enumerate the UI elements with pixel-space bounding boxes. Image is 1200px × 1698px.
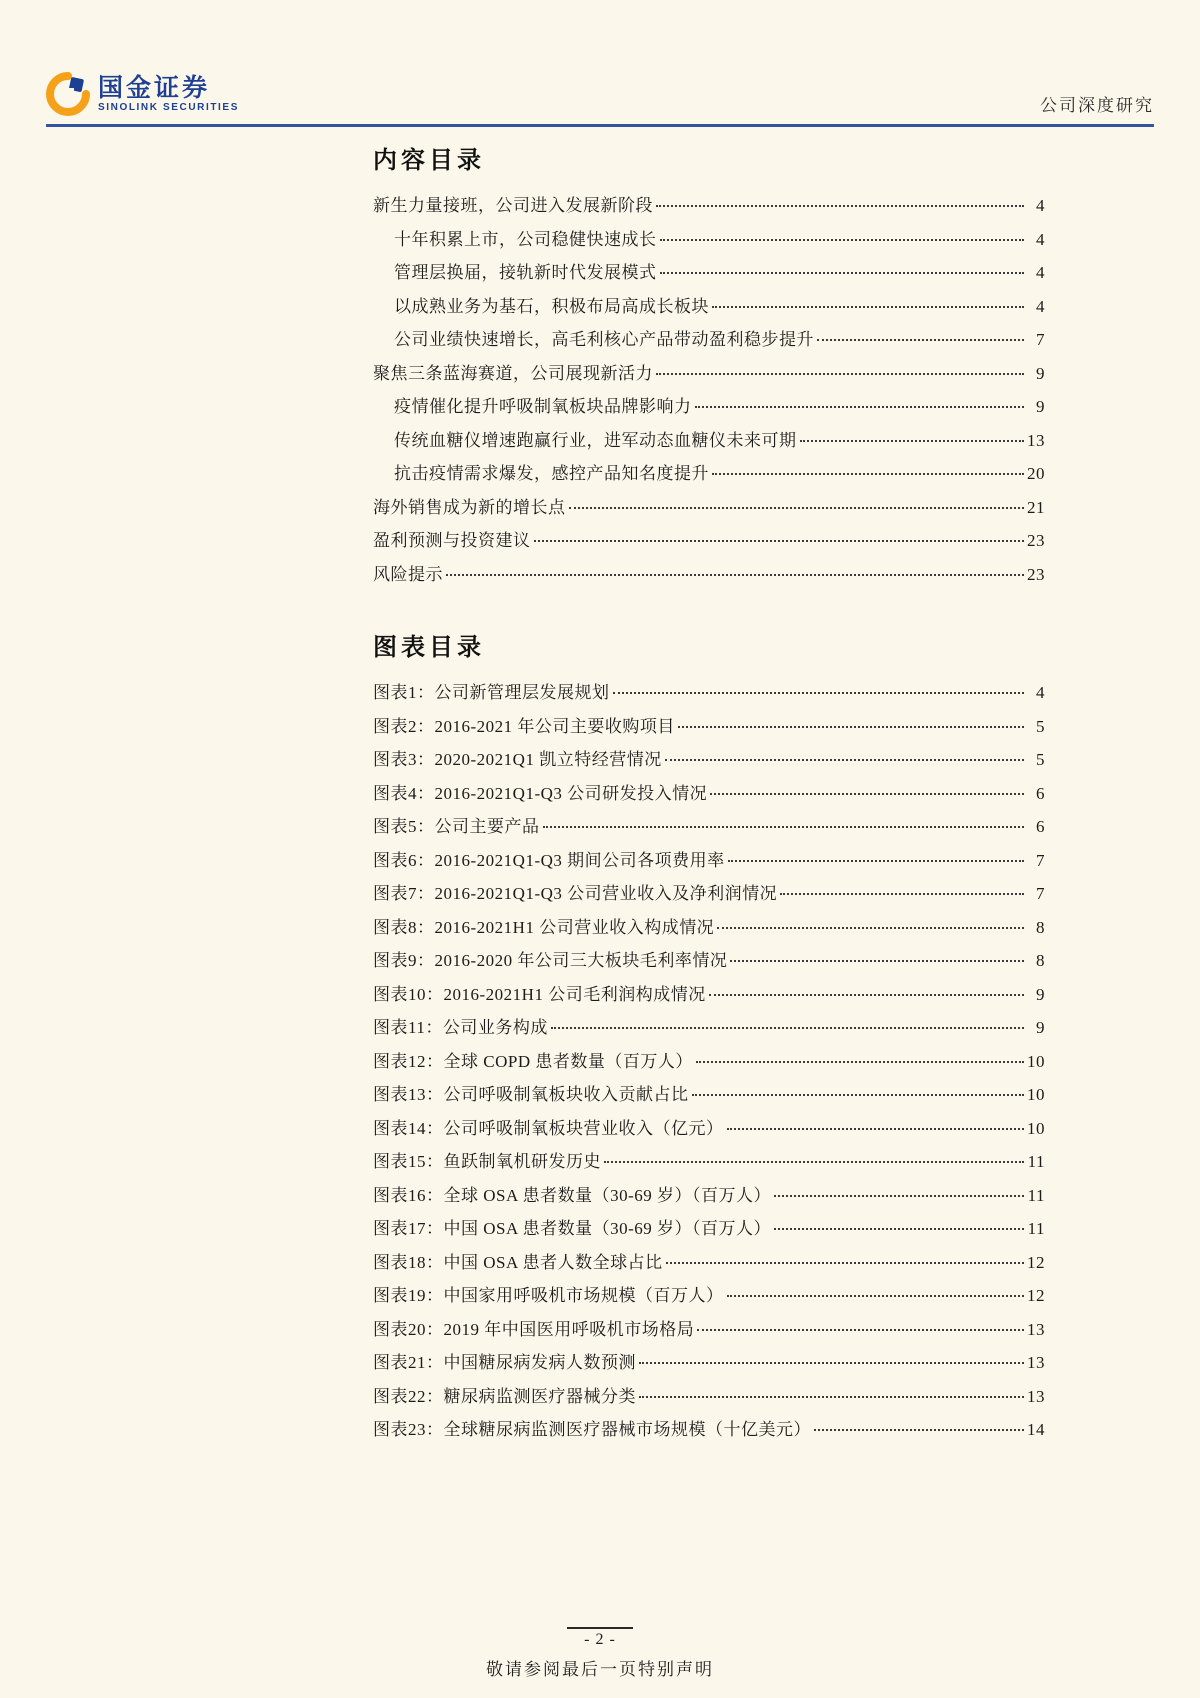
figure-entry[interactable] [373, 710, 1045, 744]
figure-entry-label: 图表2：2016-2021 年公司主要收购项目 [373, 716, 675, 736]
figure-entry[interactable] [373, 1145, 1045, 1179]
figure-entry-page: 5 [1036, 750, 1045, 769]
toc-entry-label: 抗击疫情需求爆发，感控产品知名度提升 [394, 464, 709, 483]
dot-leader [678, 726, 1024, 728]
dot-leader [639, 1396, 1024, 1398]
toc-entry-label: 盈利预测与投资建议 [373, 531, 531, 550]
page-content [373, 140, 1045, 1447]
figure-entry-label: 图表10：2016-2021H1 公司毛利润构成情况 [373, 984, 706, 1004]
page-number: - 2 - [584, 1631, 616, 1648]
dot-leader [697, 1329, 1024, 1331]
page-header [46, 52, 1154, 127]
toc-entry[interactable] [373, 223, 1045, 257]
figure-entry[interactable] [373, 1279, 1045, 1313]
footer-disclaimer: 敬请参阅最后一页特别声明 [486, 1660, 714, 1679]
figure-entry[interactable] [373, 1045, 1045, 1079]
figure-entry-label: 图表3：2020-2021Q1 凯立特经营情况 [373, 750, 662, 769]
dot-leader [817, 339, 1024, 341]
toc-entry-page: 4 [1036, 229, 1045, 249]
dot-leader [717, 927, 1024, 929]
figure-entry-label: 图表15：鱼跃制氧机研发历史 [373, 1152, 601, 1171]
figure-entry-page: 6 [1036, 783, 1045, 803]
figures-list [373, 676, 1045, 1447]
toc-entry-page: 21 [1027, 497, 1045, 517]
toc-title: 内容目录 [373, 148, 485, 174]
figure-entry-page: 11 [1027, 1185, 1045, 1205]
toc-entry-label: 聚焦三条蓝海赛道，公司展现新活力 [373, 363, 653, 383]
figure-entry-label: 图表19：中国家用呼吸机市场规模（百万人） [373, 1286, 724, 1305]
toc-entry-label: 疫情催化提升呼吸制氧板块品牌影响力 [394, 397, 692, 416]
toc-entry[interactable] [373, 256, 1045, 290]
figure-entry[interactable] [373, 944, 1045, 978]
dot-leader [696, 1061, 1024, 1063]
figure-entry-page: 8 [1036, 917, 1045, 937]
toc-entry-page: 9 [1036, 363, 1045, 383]
toc-entry-label: 以成熟业务为基石，积极布局高成长板块 [394, 296, 709, 316]
figure-entry-label: 图表17：中国 OSA 患者数量（30-69 岁）（百万人） [373, 1219, 771, 1238]
figure-entry[interactable] [373, 1179, 1045, 1213]
figure-entry[interactable] [373, 810, 1045, 844]
figure-entry-label: 图表14：公司呼吸制氧板块营业收入（亿元） [373, 1118, 724, 1138]
toc-entry-page: 20 [1027, 464, 1045, 483]
figure-entry-label: 图表20：2019 年中国医用呼吸机市场格局 [373, 1319, 695, 1339]
toc-list [373, 189, 1045, 591]
toc-entry-page: 4 [1036, 196, 1045, 215]
toc-entry[interactable] [373, 390, 1045, 424]
figure-entry-page: 12 [1027, 1252, 1045, 1272]
brand-text [98, 75, 239, 114]
dot-leader [660, 239, 1025, 241]
figure-entry-label: 图表11：公司业务构成 [373, 1018, 548, 1037]
dot-leader [639, 1362, 1024, 1364]
figure-entry-page: 7 [1036, 884, 1045, 903]
figure-entry-label: 图表1：公司新管理层发展规划 [373, 683, 610, 702]
figure-entry[interactable] [373, 1380, 1045, 1414]
toc-entry-page: 9 [1036, 397, 1045, 416]
toc-entry-page: 4 [1036, 263, 1045, 282]
figure-entry-page: 9 [1036, 1018, 1045, 1037]
dot-leader [613, 692, 1025, 694]
toc-entry-label: 十年积累上市，公司稳健快速成长 [394, 229, 657, 249]
figure-entry[interactable] [373, 1346, 1045, 1380]
dot-leader [656, 373, 1024, 375]
dot-leader [666, 1262, 1024, 1264]
figure-entry[interactable] [373, 1212, 1045, 1246]
toc-entry-label: 海外销售成为新的增长点 [373, 497, 566, 517]
page-footer [0, 1627, 1200, 1680]
toc-entry[interactable] [373, 357, 1045, 391]
figure-entry-page: 12 [1027, 1286, 1045, 1305]
figure-entry[interactable] [373, 777, 1045, 811]
dot-leader [660, 272, 1025, 274]
toc-entry-label: 新生力量接班，公司进入发展新阶段 [373, 196, 653, 215]
dot-leader [710, 793, 1024, 795]
dot-leader [692, 1094, 1025, 1096]
figure-entry-page: 4 [1036, 683, 1045, 702]
dot-leader [774, 1228, 1024, 1230]
brand-logo [46, 72, 239, 116]
figure-entry-label: 图表4：2016-2021Q1-Q3 公司研发投入情况 [373, 783, 708, 803]
figure-entry-page: 11 [1027, 1152, 1045, 1171]
toc-entry-page: 23 [1027, 531, 1045, 550]
toc-entry[interactable] [373, 189, 1045, 223]
dot-leader [551, 1027, 1024, 1029]
figure-entry[interactable] [373, 676, 1045, 710]
figure-entry-label: 图表12：全球 COPD 患者数量（百万人） [373, 1051, 693, 1071]
dot-leader [780, 893, 1024, 895]
toc-entry[interactable] [373, 524, 1045, 558]
dot-leader [709, 994, 1024, 996]
figure-entry-label: 图表13：公司呼吸制氧板块收入贡献占比 [373, 1085, 689, 1104]
toc-entry-label: 风险提示 [373, 564, 443, 584]
figure-entry-page: 11 [1027, 1219, 1045, 1238]
dot-leader [569, 507, 1025, 509]
figure-entry-page: 8 [1036, 951, 1045, 970]
figure-entry[interactable] [373, 1011, 1045, 1045]
figure-entry-page: 10 [1027, 1085, 1045, 1104]
figure-entry-label: 图表23：全球糖尿病监测医疗器械市场规模（十亿美元） [373, 1420, 811, 1439]
dot-leader [695, 406, 1025, 408]
footer-rule [567, 1627, 633, 1629]
figure-entry[interactable] [373, 877, 1045, 911]
dot-leader [656, 205, 1024, 207]
figure-entry-page: 13 [1027, 1386, 1045, 1406]
figure-entry-label: 图表18：中国 OSA 患者人数全球占比 [373, 1252, 663, 1272]
dot-leader [814, 1429, 1024, 1431]
dot-leader [446, 574, 1024, 576]
figure-entry[interactable] [373, 1246, 1045, 1280]
figure-entry-label: 图表7：2016-2021Q1-Q3 公司营业收入及净利润情况 [373, 884, 778, 903]
toc-entry[interactable] [373, 457, 1045, 491]
figure-entry-label: 图表9：2016-2020 年公司三大板块毛利率情况 [373, 951, 728, 970]
figure-entry[interactable] [373, 844, 1045, 878]
toc-entry[interactable] [373, 323, 1045, 357]
figure-entry-label: 图表5：公司主要产品 [373, 817, 540, 836]
figure-entry-label: 图表16：全球 OSA 患者数量（30-69 岁）（百万人） [373, 1185, 771, 1205]
dot-leader [727, 1295, 1025, 1297]
figure-entry[interactable] [373, 743, 1045, 777]
dot-leader [712, 473, 1024, 475]
dot-leader [728, 860, 1024, 862]
figure-entry-label: 图表21：中国糖尿病发病人数预测 [373, 1353, 636, 1372]
figure-entry-label: 图表8：2016-2021H1 公司营业收入构成情况 [373, 917, 715, 937]
sinolink-logo-icon [46, 72, 90, 116]
figure-entry-page: 9 [1036, 984, 1045, 1004]
figure-entry-label: 图表6：2016-2021Q1-Q3 期间公司各项费用率 [373, 850, 725, 870]
toc-entry-page: 23 [1027, 564, 1045, 584]
dot-leader [774, 1195, 1024, 1197]
toc-entry-label: 管理层换届，接轨新时代发展模式 [394, 263, 657, 282]
toc-entry[interactable] [373, 491, 1045, 525]
figure-entry-page: 13 [1027, 1319, 1045, 1339]
brand-name-cn: 国金证券 [98, 73, 211, 102]
figure-entry-label: 图表22：糖尿病监测医疗器械分类 [373, 1386, 636, 1406]
dot-leader [800, 440, 1025, 442]
figure-entry-page: 13 [1027, 1353, 1045, 1372]
figures-title: 图表目录 [373, 635, 485, 661]
dot-leader [727, 1128, 1025, 1130]
dot-leader [543, 826, 1025, 828]
dot-leader [534, 540, 1025, 542]
figure-entry-page: 6 [1036, 817, 1045, 836]
figure-entry-page: 14 [1027, 1420, 1045, 1439]
toc-entry-page: 13 [1027, 430, 1045, 450]
figure-entry[interactable] [373, 978, 1045, 1012]
dot-leader [665, 759, 1024, 761]
toc-entry[interactable] [373, 290, 1045, 324]
toc-entry-label: 传统血糖仪增速跑赢行业，进军动态血糖仪未来可期 [394, 430, 797, 450]
toc-entry-page: 4 [1036, 296, 1045, 316]
toc-entry-page: 7 [1036, 330, 1045, 349]
figure-entry[interactable] [373, 911, 1045, 945]
dot-leader [604, 1161, 1024, 1163]
dot-leader [712, 306, 1024, 308]
toc-entry[interactable] [373, 424, 1045, 458]
brand-name-en: SINOLINK SECURITIES [98, 101, 239, 113]
figure-entry[interactable] [373, 1112, 1045, 1146]
figure-entry[interactable] [373, 1313, 1045, 1347]
figure-entry-page: 10 [1027, 1118, 1045, 1138]
dot-leader [730, 960, 1024, 962]
toc-entry[interactable] [373, 558, 1045, 592]
figure-entry-page: 10 [1027, 1051, 1045, 1071]
figure-entry[interactable] [373, 1078, 1045, 1112]
figure-entry[interactable] [373, 1413, 1045, 1447]
toc-entry-label: 公司业绩快速增长，高毛利核心产品带动盈利稳步提升 [394, 330, 814, 349]
report-type-label: 公司深度研究 [1040, 96, 1154, 115]
figure-entry-page: 5 [1036, 716, 1045, 736]
figure-entry-page: 7 [1036, 850, 1045, 870]
